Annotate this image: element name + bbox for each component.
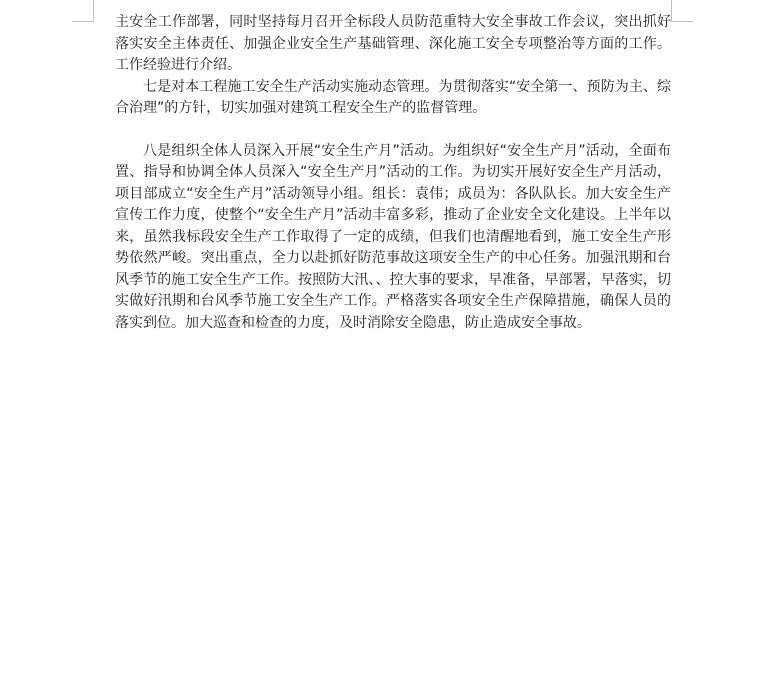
document-body bbox=[115, 12, 671, 334]
crop-mark-top-right-horizontal bbox=[671, 21, 693, 22]
crop-mark-top-right-vertical bbox=[671, 0, 672, 22]
paragraph-continued: 主安全工作部署，同时坚持每月召开全标段人员防范重特大安全事故工作会议，突出抓好落实安全主体责任、加强企业安全生产基础管理、深化施工安全专项整治等方面的工作。工作经验进行介绍。 bbox=[115, 14, 671, 73]
paragraph-seven: 七是对本工程施工安全生产活动实施动态管理。为贯彻落实“安全第一、预防为主、综合治理”的方针，切实加强对建筑工程安全生产的监督管理。 bbox=[115, 78, 671, 116]
crop-mark-top-left-vertical bbox=[93, 0, 94, 22]
crop-mark-top-left-horizontal bbox=[72, 21, 94, 22]
paragraph-eight: 八是组织全体人员深入开展“安全生产月”活动。为组织好“安全生产月”活动，全面布置、指导和协调全体人员深入“安全生产月”活动的工作。为切实开展好安全生产月活动，项目部成立“安全生产月”活动领导小组。组长：袁伟；成员为：各队队长。加大安全生产宣传工作力度，使整个“安全生产月”活动丰富多彩，推动了企业安全文化建设。上半年以来，虽然我标段安全生产工作取得了一定的成绩，但我们也清醒地看到，施工安全生产形势依然严峻。突出重点，全力以赴抓好防范事故这项安全生产的中心任务。加强汛期和台风季节的施工安全生产工作。按照防大汛、、控大事的要求，早准备，早部署，早落实，切实做好汛期和台风季节施工安全生产工作。严格落实各项安全生产保障措施，确保人员的落实到位。加大巡查和检查的力度，及时消除安全隐患，防止造成安全事故。 bbox=[115, 142, 671, 331]
